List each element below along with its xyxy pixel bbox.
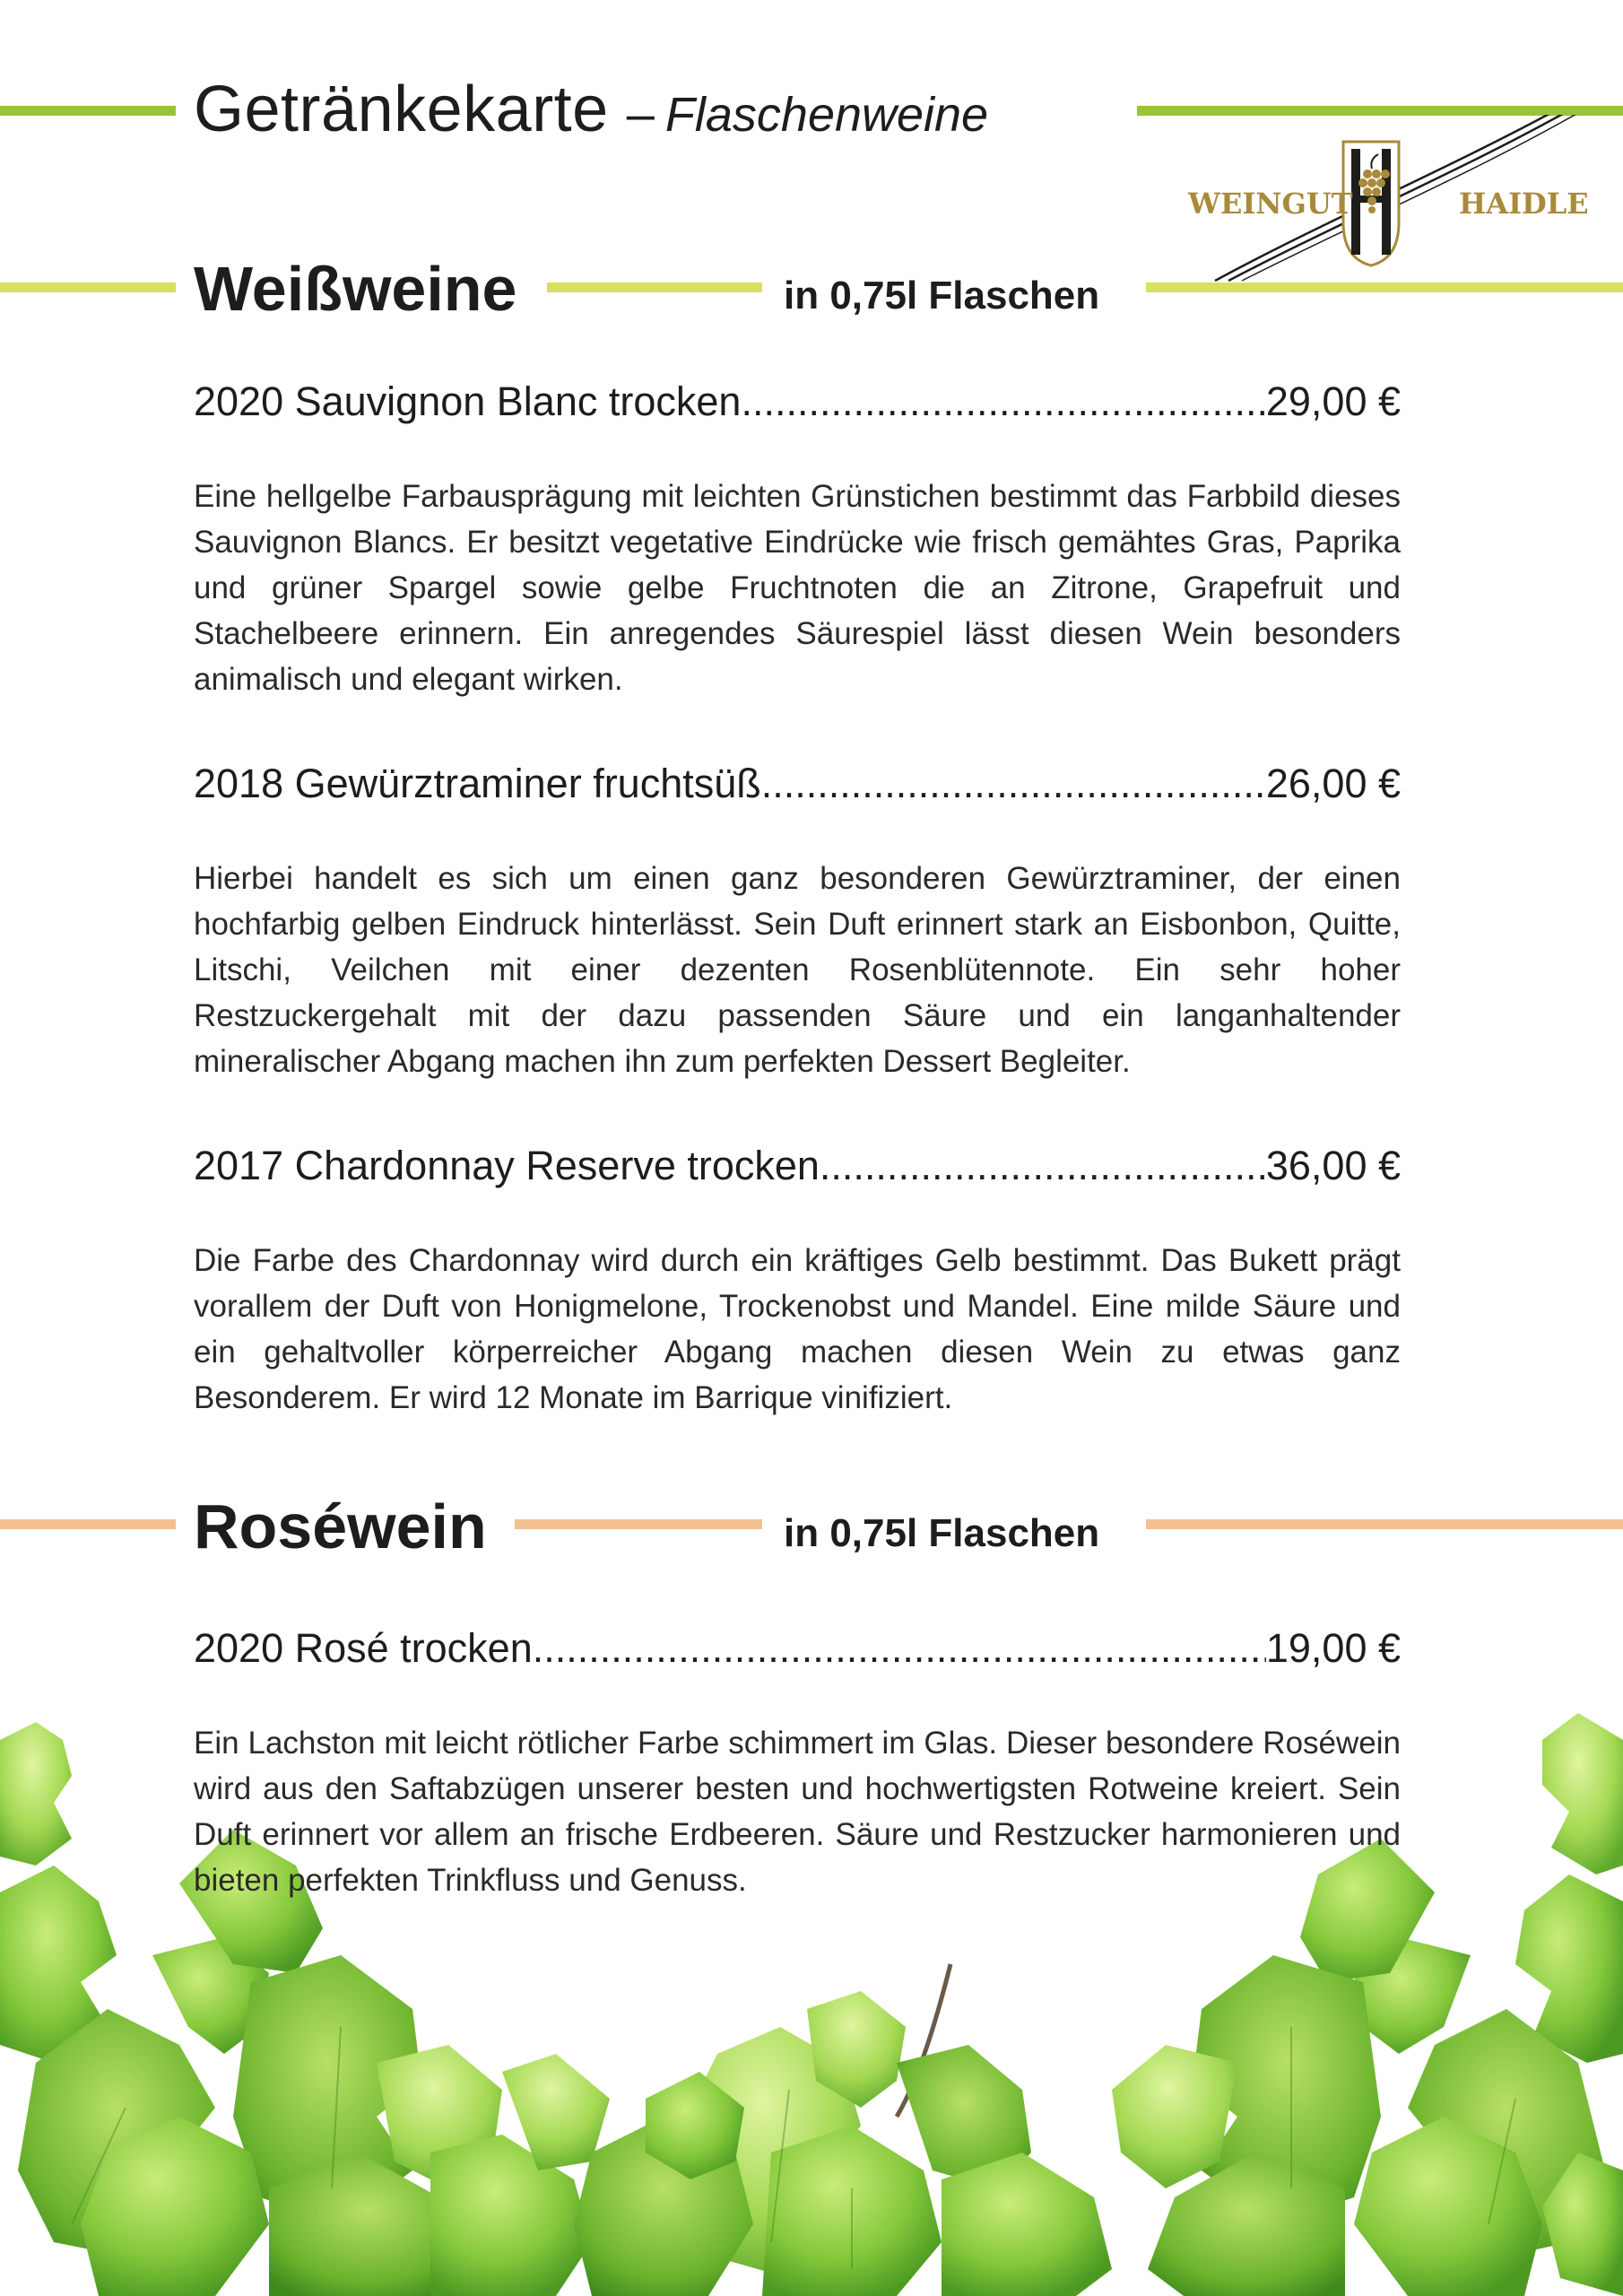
header-bar-left: [0, 106, 176, 116]
title-subtitle: Flaschenweine: [664, 88, 989, 142]
wine-description: Die Farbe des Chardonnay wird durch ein kräftiges Gelb bestimmt. Das Bukett prägt vorallem der Duft von Honigmelone, Trockenobst und Mandel. Eine milde Säure und ein gehaltvoller körperreicher Abgang machen diesen Wein zu etwas ganz Besonderem. Er wird 12 Monate im Barrique vinifiziert.: [194, 1243, 1401, 1415]
wine-price-line: [194, 757, 1401, 811]
wine-entry: [194, 1139, 1401, 1421]
wine-entry: [194, 375, 1401, 702]
section-note-rose: in 0,75l Flaschen: [784, 1511, 1100, 1555]
dot-leader: [820, 1139, 1266, 1193]
winery-logo: [1179, 115, 1592, 285]
wine-entry: [194, 757, 1401, 1084]
section-bar-middle: [515, 1519, 762, 1529]
section-bar-left: [0, 283, 176, 292]
dot-leader: [533, 1622, 1266, 1675]
dot-leader: [761, 757, 1266, 811]
wine-price-line: [194, 375, 1401, 429]
wine-price: 26,00 €: [1265, 761, 1401, 806]
section-bar-right: [1146, 1519, 1623, 1529]
wine-price: 19,00 €: [1265, 1625, 1401, 1671]
section-note-whites: in 0,75l Flaschen: [784, 274, 1100, 317]
dot-leader: [741, 375, 1265, 429]
grape-crest-icon: [1179, 115, 1592, 285]
wine-description: Eine hellgelbe Farbausprägung mit leichten Grünstichen bestimmt das Farbbild dieses Sauvignon Blancs. Er besitzt vegetative Eindrücke wie frisch gemähtes Gras, Paprika und grüner Spargel sowie gelbe Fruchtnoten die an Zitrone, Grapefruit und Stachelbeere erinnern. Ein anregendes Säurespiel lässt diesen Wein besonders animalisch und elegant wirken.: [194, 479, 1401, 697]
page-title: [194, 74, 988, 145]
section-bar-right: [1146, 283, 1623, 292]
title-main: Getränkekarte: [194, 74, 609, 145]
wine-entry: [194, 1622, 1401, 1903]
wine-name: 2017 Chardonnay Reserve trocken: [194, 1143, 820, 1188]
logo-right-text: HAIDLE: [1459, 187, 1589, 221]
logo-left-text: WEINGUT: [1188, 187, 1353, 221]
wine-name: 2020 Rosé trocken: [194, 1625, 533, 1671]
wine-price-line: [194, 1139, 1401, 1193]
wine-price: 29,00 €: [1265, 378, 1401, 424]
wine-name: 2018 Gewürztraminer fruchtsüß: [194, 761, 761, 806]
section-bar-middle: [547, 283, 762, 292]
section-bar-left: [0, 1519, 176, 1529]
wine-description: Hierbei handelt es sich um einen ganz besonderen Gewürztraminer, der einen hochfarbig gelben Eindruck hinterlässt. Sein Duft erinnert stark an Eisbonbon, Quitte, Litschi, Veilchen mit einer dezenten Rosenblütennote. Ein sehr hoher Restzuckergehalt mit der dazu passenden Säure und ein langanhaltender mineralischer Abgang machen ihn zum perfekten Dessert Begleiter.: [194, 861, 1401, 1079]
title-dash: –: [626, 85, 655, 142]
section-heading-rose: Roséwein: [194, 1492, 487, 1561]
wine-name: 2020 Sauvignon Blanc trocken: [194, 378, 742, 424]
section-heading-whites: Weißweine: [194, 254, 517, 324]
wine-description: Ein Lachston mit leicht rötlicher Farbe schimmert im Glas. Dieser besondere Roséwein wird aus den Saftabzügen unserer besten und hochwertigsten Rotweine kreiert. Sein Duft erinnert vor allem an frische Erdbeeren. Säure und Restzucker harmonieren und bieten perfekten Trinkfluss und Genuss.: [194, 1726, 1401, 1898]
wine-price-line: [194, 1622, 1401, 1675]
wine-price: 36,00 €: [1265, 1143, 1401, 1188]
